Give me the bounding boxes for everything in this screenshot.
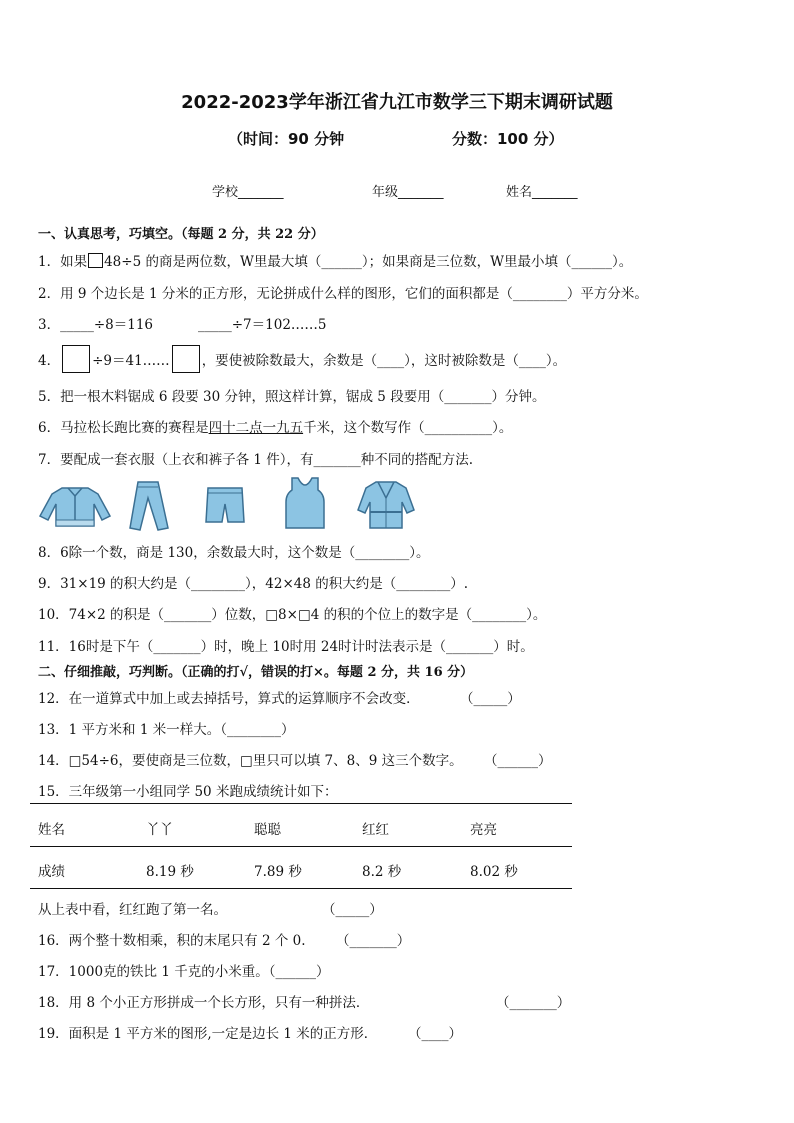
table-header-cell: 聪聪 (254, 822, 281, 838)
section-1-title: 一、认真思考，巧填空。（每题 2 分，共 22 分） (38, 227, 324, 242)
question-12: 12．在一道算式中加上或去掉括号，算式的运算顺序不会改变． (38, 691, 420, 707)
table-top-rule (30, 803, 572, 804)
question-12-blank: （_____） (460, 691, 521, 707)
question-16: 16．两个整十数相乘，积的末尾只有 2 个 0. (38, 933, 306, 949)
question-11: 11．16时是下午（_______）时，晚上 10时用 24时计时法表示是（_______）时。 (38, 639, 534, 655)
dividend-box-icon (62, 345, 90, 373)
question-9: 9．31×19 的积大约是（________），42×48 的积大约是（________）. (38, 576, 469, 592)
question-19: 19．面积是 1 平方米的图形,一定是边长 1 米的正方形． (38, 1026, 378, 1042)
section-2-title: 二、仔细推敲，巧判断。（正确的打√，错误的打×。每题 2 分，共 16 分） (38, 665, 474, 680)
question-19-blank: （____） (408, 1026, 462, 1042)
question-18-blank: （_______） (496, 995, 571, 1011)
question-8: 8．6除一个数，商是 130，余数最大时，这个数是（________）。 (38, 545, 430, 561)
coat-icon (356, 478, 416, 530)
table-cell: 7.89 秒 (254, 864, 302, 880)
question-2: 2．用 9 个边长是 1 分米的正方形，无论拼成什么样的图形，它们的面积都是（________）平方分米。 (38, 286, 648, 302)
question-15-blank: （_____） (322, 902, 383, 918)
table-header-cell: 姓名 (38, 822, 65, 838)
question-10: 10．74×2 的积是（_______）位数，□8×□4 的积的个位上的数字是（________）。 (38, 607, 547, 623)
question-3b: _____÷7＝102……5 (198, 317, 327, 333)
exam-time: （时间：90 分钟 (228, 130, 345, 148)
table-cell: 8.2 秒 (362, 864, 402, 880)
table-bottom-rule (30, 888, 572, 889)
question-15-statement: 从上表中看，红红跑了第一名。 (38, 902, 227, 918)
question-6: 6．马拉松长跑比赛的赛程是四十二点一九五千米，这个数写作（__________）。 (38, 420, 513, 436)
question-13: 13．1 平方米和 1 米一样大。（________） (38, 722, 295, 738)
grade-field: 年级_______ (372, 185, 444, 200)
question-17: 17．1000克的铁比 1 千克的小米重。（______） (38, 964, 330, 980)
question-1: 1．如果 48÷5 的商是两位数，W里最大填（______）；如果商是三位数，W里最小填（______）。 (38, 254, 633, 270)
table-cell: 成绩 (38, 864, 65, 880)
trousers-icon (126, 480, 170, 532)
question-18: 18．用 8 个小正方形拼成一个长方形，只有一种拼法． (38, 995, 370, 1011)
jacket-icon (38, 482, 112, 530)
blank-box-icon (88, 253, 103, 268)
remainder-box-icon (172, 345, 200, 373)
question-4: 4． ÷9＝41…… ，要使被除数最大，余数是（____），这时被除数是（____）。 (38, 345, 566, 373)
question-15: 15．三年级第一小组同学 50 米跑成绩统计如下： (38, 784, 338, 800)
table-cell: 8.19 秒 (146, 864, 194, 880)
exam-score: 分数：100 分） (452, 130, 564, 148)
table-header-cell: 丫丫 (146, 822, 173, 838)
question-14: 14．□54÷6，要使商是三位数，□里只可以填 7、8、9 这三个数字。 (38, 753, 463, 769)
table-header-cell: 亮亮 (470, 822, 497, 838)
table-header-cell: 红红 (362, 822, 389, 838)
vest-icon (284, 476, 326, 530)
table-mid-rule (30, 846, 572, 847)
question-3a: 3．_____÷8＝116 (38, 317, 154, 333)
question-7: 7．要配成一套衣服（上衣和裤子各 1 件），有_______种不同的搭配方法. (38, 452, 474, 468)
shorts-icon (204, 484, 246, 526)
question-14-blank: （______） (484, 753, 552, 769)
name-field: 姓名_______ (506, 185, 578, 200)
page-title: 2022-2023学年浙江省九江市数学三下期末调研试题 (181, 92, 613, 113)
question-16-blank: （_______） (336, 933, 411, 949)
table-cell: 8.02 秒 (470, 864, 518, 880)
question-5: 5．把一根木料锯成 6 段要 30 分钟，照这样计算，锯成 5 段要用（_______）分钟。 (38, 389, 546, 405)
school-field: 学校_______ (212, 185, 284, 200)
